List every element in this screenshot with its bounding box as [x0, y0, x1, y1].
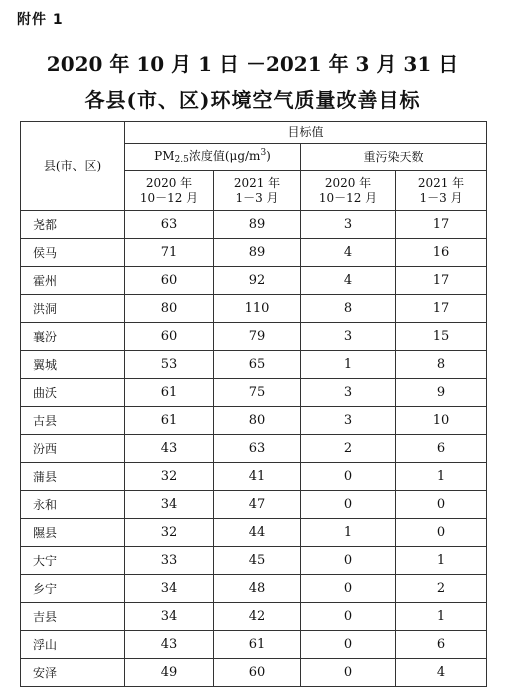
days-2021-cell: 17	[396, 295, 487, 323]
table-row	[21, 379, 487, 407]
pm25-2020-cell: 53	[125, 351, 214, 379]
county-name-cell: 蒲县	[21, 463, 125, 491]
county-name-cell: 尧都	[21, 211, 125, 239]
pm25-2020-cell: 43	[125, 435, 214, 463]
days-2020-cell: 0	[301, 547, 396, 575]
county-name-cell: 曲沃	[21, 379, 125, 407]
pm25-2021-cell: 61	[214, 631, 301, 659]
title-date-range: 2020 年 10 月 1 日 －2021 年 3 月 31 日	[46, 52, 459, 76]
days-2021-cell: 2	[396, 575, 487, 603]
air-quality-target-table	[20, 121, 487, 687]
county-name-cell: 侯马	[21, 239, 125, 267]
table-row	[21, 491, 487, 519]
days-2020-cell: 3	[301, 211, 396, 239]
days-period-2020-header: 2020 年 10－12 月	[301, 171, 396, 211]
county-name-cell: 吉县	[21, 603, 125, 631]
pm25-2020-cell: 32	[125, 463, 214, 491]
county-name-cell: 隰县	[21, 519, 125, 547]
days-2020-cell: 2	[301, 435, 396, 463]
target-value-header: 目标值	[125, 122, 487, 144]
days-2020-cell: 1	[301, 519, 396, 547]
days-2021-cell: 1	[396, 547, 487, 575]
county-name-cell: 大宁	[21, 547, 125, 575]
table-row	[21, 575, 487, 603]
table-row	[21, 519, 487, 547]
table-row	[21, 659, 487, 687]
days-2021-cell: 8	[396, 351, 487, 379]
days-2020-cell: 3	[301, 379, 396, 407]
pm25-2021-cell: 63	[214, 435, 301, 463]
days-2021-cell: 15	[396, 323, 487, 351]
pm25-2020-cell: 33	[125, 547, 214, 575]
days-2020-cell: 0	[301, 631, 396, 659]
days-2021-cell: 6	[396, 435, 487, 463]
pm25-2021-cell: 60	[214, 659, 301, 687]
table-row	[21, 631, 487, 659]
county-name-cell: 古县	[21, 407, 125, 435]
days-2020-cell: 0	[301, 463, 396, 491]
table-row	[21, 603, 487, 631]
pm25-2020-cell: 34	[125, 575, 214, 603]
days-2021-cell: 1	[396, 463, 487, 491]
pm-period-2021-header: 2021 年 1－3 月	[214, 171, 301, 211]
days-2020-cell: 0	[301, 603, 396, 631]
pm25-2020-cell: 61	[125, 379, 214, 407]
pm25-2020-cell: 34	[125, 491, 214, 519]
pm-period-2020-header: 2020 年 10－12 月	[125, 171, 214, 211]
pm25-2021-cell: 75	[214, 379, 301, 407]
pm25-2020-cell: 49	[125, 659, 214, 687]
days-2020-cell: 3	[301, 323, 396, 351]
days-2020-cell: 4	[301, 239, 396, 267]
pm25-2020-cell: 34	[125, 603, 214, 631]
heavy-pollution-days-header: 重污染天数	[301, 144, 487, 171]
table-row	[21, 295, 487, 323]
days-2021-cell: 1	[396, 603, 487, 631]
days-2021-cell: 17	[396, 211, 487, 239]
county-header: 县(市、区)	[21, 122, 125, 211]
county-name-cell: 永和	[21, 491, 125, 519]
pm25-2021-cell: 89	[214, 239, 301, 267]
pm25-2020-cell: 80	[125, 295, 214, 323]
pm25-2021-cell: 47	[214, 491, 301, 519]
table-row	[21, 351, 487, 379]
table-row	[21, 211, 487, 239]
pm25-2020-cell: 43	[125, 631, 214, 659]
pm25-2021-cell: 79	[214, 323, 301, 351]
pm25-2021-cell: 110	[214, 295, 301, 323]
days-2021-cell: 10	[396, 407, 487, 435]
county-name-cell: 翼城	[21, 351, 125, 379]
attachment-label: 附件 1	[17, 12, 64, 28]
days-2020-cell: 3	[301, 407, 396, 435]
table-row	[21, 435, 487, 463]
county-name-cell: 洪洞	[21, 295, 125, 323]
pm25-2020-cell: 60	[125, 267, 214, 295]
county-name-cell: 襄汾	[21, 323, 125, 351]
pm25-2021-cell: 44	[214, 519, 301, 547]
table-row	[21, 267, 487, 295]
table-row	[21, 407, 487, 435]
days-2021-cell: 17	[396, 267, 487, 295]
pm25-2021-cell: 80	[214, 407, 301, 435]
county-name-cell: 乡宁	[21, 575, 125, 603]
days-2021-cell: 9	[396, 379, 487, 407]
pm25-2020-cell: 63	[125, 211, 214, 239]
days-2020-cell: 1	[301, 351, 396, 379]
days-2021-cell: 16	[396, 239, 487, 267]
pm25-2021-cell: 65	[214, 351, 301, 379]
table-row	[21, 323, 487, 351]
county-name-cell: 浮山	[21, 631, 125, 659]
days-2020-cell: 0	[301, 491, 396, 519]
pm25-2021-cell: 92	[214, 267, 301, 295]
pm25-header: $PM_{2.5}$浓度值$(\mu g/m^3)$	[125, 144, 301, 171]
days-2020-cell: 0	[301, 575, 396, 603]
pm25-2020-cell: 60	[125, 323, 214, 351]
days-2021-cell: 0	[396, 519, 487, 547]
days-2020-cell: 8	[301, 295, 396, 323]
county-name-cell: 霍州	[21, 267, 125, 295]
table-row	[21, 463, 487, 491]
days-2021-cell: 6	[396, 631, 487, 659]
days-2020-cell: 0	[301, 659, 396, 687]
pm25-2020-cell: 61	[125, 407, 214, 435]
table-body	[21, 211, 487, 687]
table-row	[21, 547, 487, 575]
days-period-2021-header: 2021 年 1－3 月	[396, 171, 487, 211]
days-2021-cell: 0	[396, 491, 487, 519]
pm25-2021-cell: 89	[214, 211, 301, 239]
county-name-cell: 汾西	[21, 435, 125, 463]
pm25-2020-cell: 71	[125, 239, 214, 267]
pm25-2021-cell: 48	[214, 575, 301, 603]
pm25-2021-cell: 41	[214, 463, 301, 491]
pm25-2021-cell: 42	[214, 603, 301, 631]
pm25-2020-cell: 32	[125, 519, 214, 547]
days-2021-cell: 4	[396, 659, 487, 687]
county-name-cell: 安泽	[21, 659, 125, 687]
days-2020-cell: 4	[301, 267, 396, 295]
table-row	[21, 239, 487, 267]
pm25-2021-cell: 45	[214, 547, 301, 575]
page-title: 各县(市、区)环境空气质量改善目标	[84, 88, 421, 112]
